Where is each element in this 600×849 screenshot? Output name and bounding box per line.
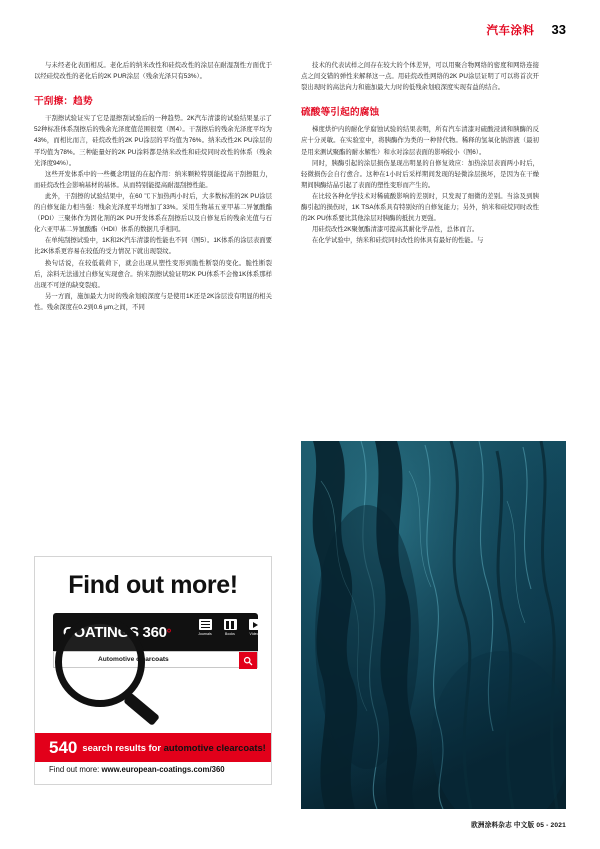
ad-cta[interactable] — [49, 765, 225, 774]
search-input[interactable]: Automotive clearcoats — [98, 656, 169, 663]
paragraph: 用硅烷改性2K聚氨酯清漆可提高其耐化学品性，总体而言。 — [312, 226, 479, 234]
section-title: 汽车涂料 — [486, 25, 535, 37]
nav-label-books: Books — [225, 632, 235, 636]
ad-headline: Find out more! — [68, 571, 238, 599]
paragraph: 同时，胰酶引起的涂层损伤显现出明显的自修复效应：加热涂层表面两小时后，轻微损伤会自行愈合。这种在1小时后采样期间发现的轻微涂层损坏，是因为在干燥期间胰酶结晶引起了表面的塑性变形而产生的。 — [301, 159, 539, 189]
left-text-column — [34, 60, 272, 313]
paragraph: 梯度烘炉内的耐化学腐蚀试验的结果表明，所有汽车清漆对硫酸浸渍和胰酶的反应十分灵敏。在实验室中，将胰酶作为类的一种替代物。稀释的氢氧化钠溶液（最初是用来测试聚酯的耐水解性）和水对涂层表面的影响较小（图6）。 — [301, 126, 539, 156]
search-icon — [243, 656, 253, 666]
photo-graphic — [301, 441, 566, 809]
page-footer: 欧洲涂料杂志 中文版 05 - 2021 — [471, 822, 566, 829]
ad-logo-text: COATINGS 360 — [63, 623, 167, 641]
paragraph: 干刮擦试验证实了它是湿擦刮试验后的一种趋势。2K汽车清漆的试验结果显示了52种标准体系刮擦后的残余光泽度值范围很宽（图4）。干刮擦后的残余光泽度平均为43%，而相比而言，硅烷改性的2K PU涂层的平均值为76%。纳米改性2K PU涂层的平均值为78%。三种能量好的2K PU涂料都是纳米改性和硅烷同时改性的体系（残余光泽度94%）。 — [34, 115, 272, 167]
result-count: 540 — [49, 737, 78, 757]
search-button[interactable] — [239, 652, 257, 669]
result-text — [82, 742, 265, 753]
paragraph: 这些开发体系中的一些概念明显的在起作用：纳米颗粒特别能提高干刮擦阻力，而硅烷改性会影响基材的基体。从而特别能提高耐湿刮擦性能。 — [34, 170, 272, 189]
paragraph: 在化学试验中，纳米和硅烷同时改性的体具有最好的性能。与 — [312, 237, 484, 245]
result-text-pre: search results for — [82, 742, 162, 753]
page-header — [0, 22, 600, 44]
paragraph: 技术的代表试样之间存在较大的个体差异，可以用聚合物网络的密度和网络连接点之间交错的弹性来解释这一点。用硅烷改性网络的2K PU涂层证明了可以将首次开裂出现时的高法向力和施加最大力时的低残余划痕深度实现有益的结合。 — [301, 62, 539, 92]
play-icon — [249, 619, 262, 630]
scratched-surface-photo — [301, 441, 566, 809]
paragraph: 换句话说，在较低载荷下，就会出现从塑性变形到脆性断裂的变化。脆性断裂后，涂料无法通过自修复实现愈合。纳米刮擦试验证明2K PU体系不会像1K体系那样出现不可逆的缺变裂痕。 — [34, 259, 272, 289]
ad-cta-prefix: Find out more: — [49, 765, 100, 774]
nav-label-journals: Journals — [198, 632, 212, 636]
magnifier-handle — [123, 692, 160, 726]
paragraph: 在比较各种化学技术对稀硫酸影响的差别时，只发现了细微的差别。当涂及到胰酶引起的损伤时，1K TSA体系具有特别好的自修复能力；另外，纳米和硅烷同时改性的2K PU体系要比其他涂层对胰酶的抵抗力更强。 — [301, 192, 539, 223]
right-text-column — [301, 60, 539, 246]
page-number: 33 — [551, 22, 566, 37]
book-icon — [224, 619, 237, 630]
ad-cta-url[interactable]: www.european-coatings.com/360 — [101, 765, 225, 774]
paragraph: 此外，干刮擦的试验结果中，在60 ℃下加热两小时后，大多数标准的2K PU涂层的自修复能力相当强：残余光泽度平均增加了33%。采用生物基五亚甲基二异氰酸酯（PDI）三聚体作为固化剂的2K PU开发体系在刮擦后以及自修复后的残余光值与石化六亚甲基二异氰酸酯（HDI）体系的数据几乎相同。 — [34, 192, 272, 234]
paragraph: 与未经老化表面相反。老化后的纳米改性和硅烷改性的涂层在耐湿刮性方面优于以经硅烷改性的老化后的2K PUR涂层（残余光泽只有53%）。 — [34, 62, 272, 81]
nav-item-videos[interactable] — [247, 619, 263, 641]
ad-logo — [63, 624, 171, 641]
subheading-dry-scratch: 干刮擦：趋势 — [34, 96, 93, 108]
nav-item-journals[interactable] — [197, 619, 213, 641]
ad-logo-degree: ° — [166, 625, 172, 640]
ad-search-bar[interactable] — [53, 651, 258, 668]
nav-item-books[interactable] — [222, 619, 238, 641]
list-icon — [199, 619, 212, 630]
ad-results-band — [35, 733, 271, 762]
advertisement-coatings360[interactable] — [34, 556, 272, 785]
nav-label-videos: Videos — [249, 632, 261, 636]
result-text-highlight: automotive clearcoats! — [163, 742, 266, 753]
paragraph: 在单纯刮擦试验中，1K和2K汽车清漆的性能也不同（图5）。1K体系的涂层表面要比2K体系更容易在较低的受力情况下就出现裂纹。 — [34, 237, 272, 256]
subheading-acid-corrosion: 硫酸等引起的腐蚀 — [301, 107, 380, 119]
paragraph: 另一方面，施加最大力时的残余划痕深度与是使用1K还是2K涂层没有明显的相关性。残余深度在0.2到0.6 μm之间，不同 — [34, 292, 272, 311]
ad-nav-icons[interactable] — [197, 619, 263, 641]
